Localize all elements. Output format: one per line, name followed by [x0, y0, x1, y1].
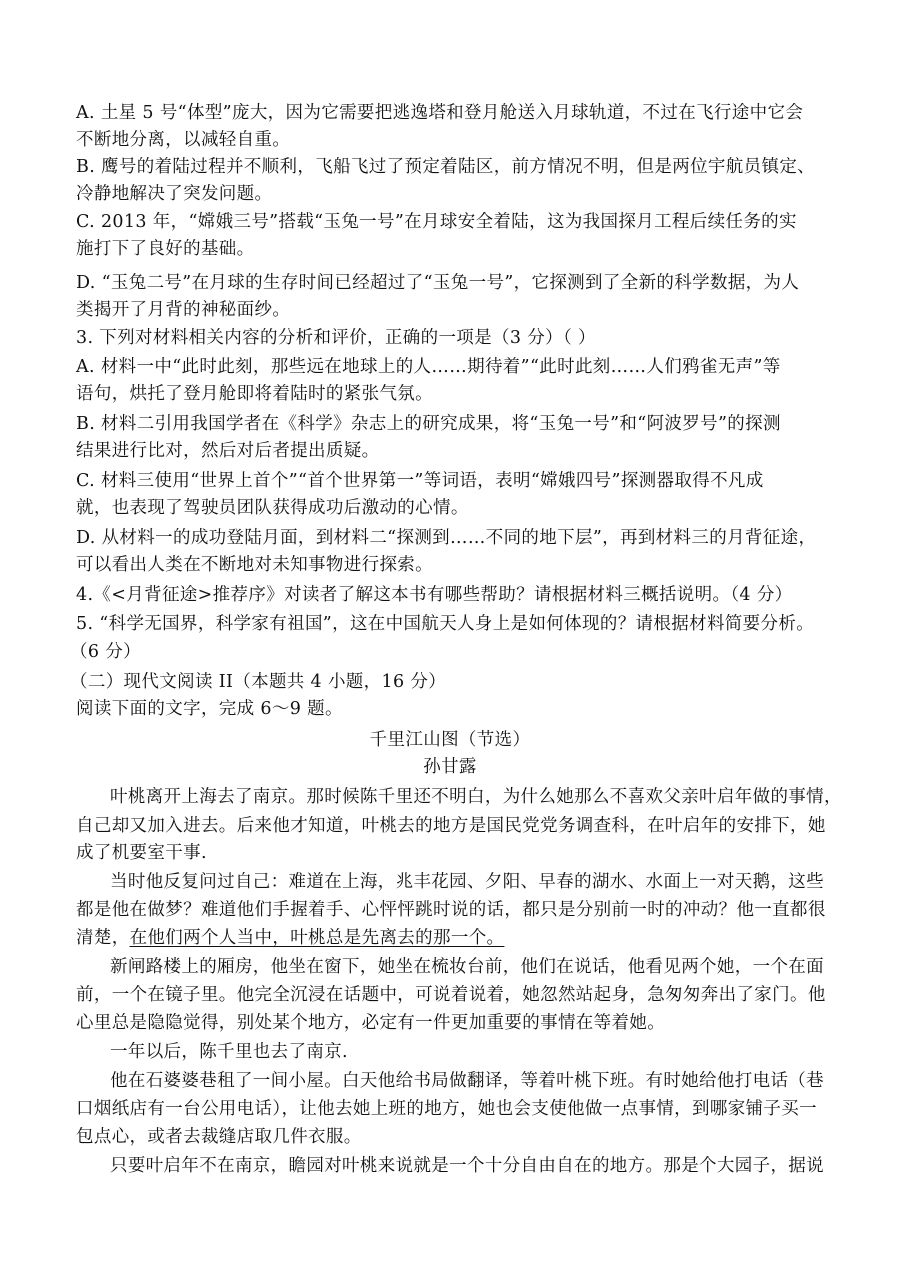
para5-line3: 包点心，或者去裁缝店取几件衣服。 — [76, 1127, 362, 1147]
para1-line1: 叶桃离开上海去了南京。那时候陈千里还不明白，为什么她那么不喜欢父亲叶启年做的事情， — [110, 787, 842, 807]
option-2a-line1: A. 土星 5 号“体型”庞大，因为它需要把逃逸塔和登月舱送入月球轨道，不过在飞行途中它会 — [76, 103, 804, 123]
option-3a-line1: A. 材料一中“此时此刻，那些远在地球上的人……期待着”“此时此刻……人们鸦雀无声”等 — [76, 357, 781, 377]
para4-line1: 一年以后，陈千里也去了南京. — [110, 1042, 348, 1062]
underlined-sentence: 在他们两个人当中，叶桃总是先离去的那一个。 — [129, 928, 505, 948]
option-2c-line2: 施打下了良好的基础。 — [76, 239, 255, 259]
para3-line1: 新闸路楼上的厢房，他坐在窗下，她坐在梳妆台前，他们在说话，他看见两个她，一个在面 — [110, 957, 824, 977]
para2-line2: 都是他在做梦？难道他们手握着手、心怦怦跳时说的话，都只是分别前一时的冲动？他一直都很 — [76, 900, 826, 920]
reading-instruction: 阅读下面的文字，完成 6～9 题。 — [76, 699, 343, 719]
option-3b-line1: B. 材料二引用我国学者在《科学》杂志上的研究成果，将“玉兔一号”和“阿波罗号”的探测 — [76, 414, 781, 434]
para2-line3 — [76, 925, 900, 951]
passage-author: 孙甘露 — [423, 757, 477, 777]
para5-line1: 他在石婆婆巷租了一间小屋。白天他给书局做翻译，等着叶桃下班。有时她给他打电话（巷 — [110, 1071, 824, 1091]
option-3c-line2: 就，也表现了驾驶员团队获得成功后激动的心情。 — [76, 498, 469, 518]
option-2d-line1: D. “玉兔二号”在月球的生存时间已经超过了“玉兔一号”，它探测到了全新的科学数据，为人 — [76, 273, 800, 293]
option-3d-line1: D. 从材料一的成功登陆月面，到材料二“探测到……不同的地下层”，再到材料三的月背征途， — [76, 528, 817, 548]
para2-line3-prefix: 清楚， — [76, 928, 130, 948]
section-heading: （二）现代文阅读 II（本题共 4 小题，16 分） — [70, 672, 447, 692]
para3-line3: 心里总是隐隐觉得，别处某个地方，必定有一件更加重要的事情在等着她。 — [76, 1013, 666, 1033]
para1-line3: 成了机要室干事. — [76, 843, 207, 863]
para5-line2: 口烟纸店有一台公用电话），让他去她上班的地方，她也会支使他做一点事情，到哪家铺子买一 — [76, 1099, 817, 1119]
option-3d-line2: 可以看出人类在不断地对未知事物进行探索。 — [76, 555, 433, 575]
question-4: 4.《<月背征途>推荐序》对读者了解这本书有哪些帮助？请根据材料三概括说明。（4 分） — [76, 585, 793, 605]
option-3b-line2: 结果进行比对，然后对后者提出质疑。 — [76, 441, 380, 461]
para2-line1: 当时他反复问过自己：难道在上海，兆丰花园、夕阳、早春的湖水、水面上一对天鹅，这些 — [110, 872, 824, 892]
option-2b-line1: B. 鹰号的着陆过程并不顺利，飞船飞过了预定着陆区，前方情况不明，但是两位宇航员镇定、 — [76, 157, 816, 177]
option-2b-line2: 冷静地解决了突发问题。 — [76, 184, 273, 204]
para3-line2: 前，一个在镜子里。他完全沉浸在话题中，可说着说着，她忽然站起身，急匆匆奔出了家门。他 — [76, 985, 826, 1005]
option-2a-line2: 不断地分离，以减轻自重。 — [76, 130, 291, 150]
question-5-line1: 5. “科学无国界，科学家有祖国”，这在中国航天人身上是如何体现的？请根据材料简要分析。 — [76, 614, 815, 634]
option-3c-line1: C. 材料三使用“世界上首个”“首个世界第一”等词语，表明“嫦娥四号”探测器取得不凡成 — [76, 471, 764, 491]
option-2c-line1: C. 2013 年，“嫦娥三号”搭载“玉兔一号”在月球安全着陆，这为我国探月工程后续任务的实 — [76, 212, 797, 232]
question-3: 3. 下列对材料相关内容的分析和评价，正确的一项是（3 分）（ ） — [76, 328, 596, 348]
option-2d-line2: 类揭开了月背的神秘面纱。 — [76, 300, 291, 320]
question-5-line2: （6 分） — [70, 642, 141, 662]
para1-line2: 自己却又加入进去。后来他才知道，叶桃去的地方是国民党党务调查科，在叶启年的安排下，她 — [76, 816, 826, 836]
passage-title: 千里江山图（节选） — [369, 730, 531, 750]
para6-line1: 只要叶启年不在南京，瞻园对叶桃来说就是一个十分自由自在的地方。那是个大园子，据说 — [110, 1156, 824, 1176]
option-3a-line2: 语句，烘托了登月舱即将着陆时的紧张气氛。 — [76, 384, 433, 404]
